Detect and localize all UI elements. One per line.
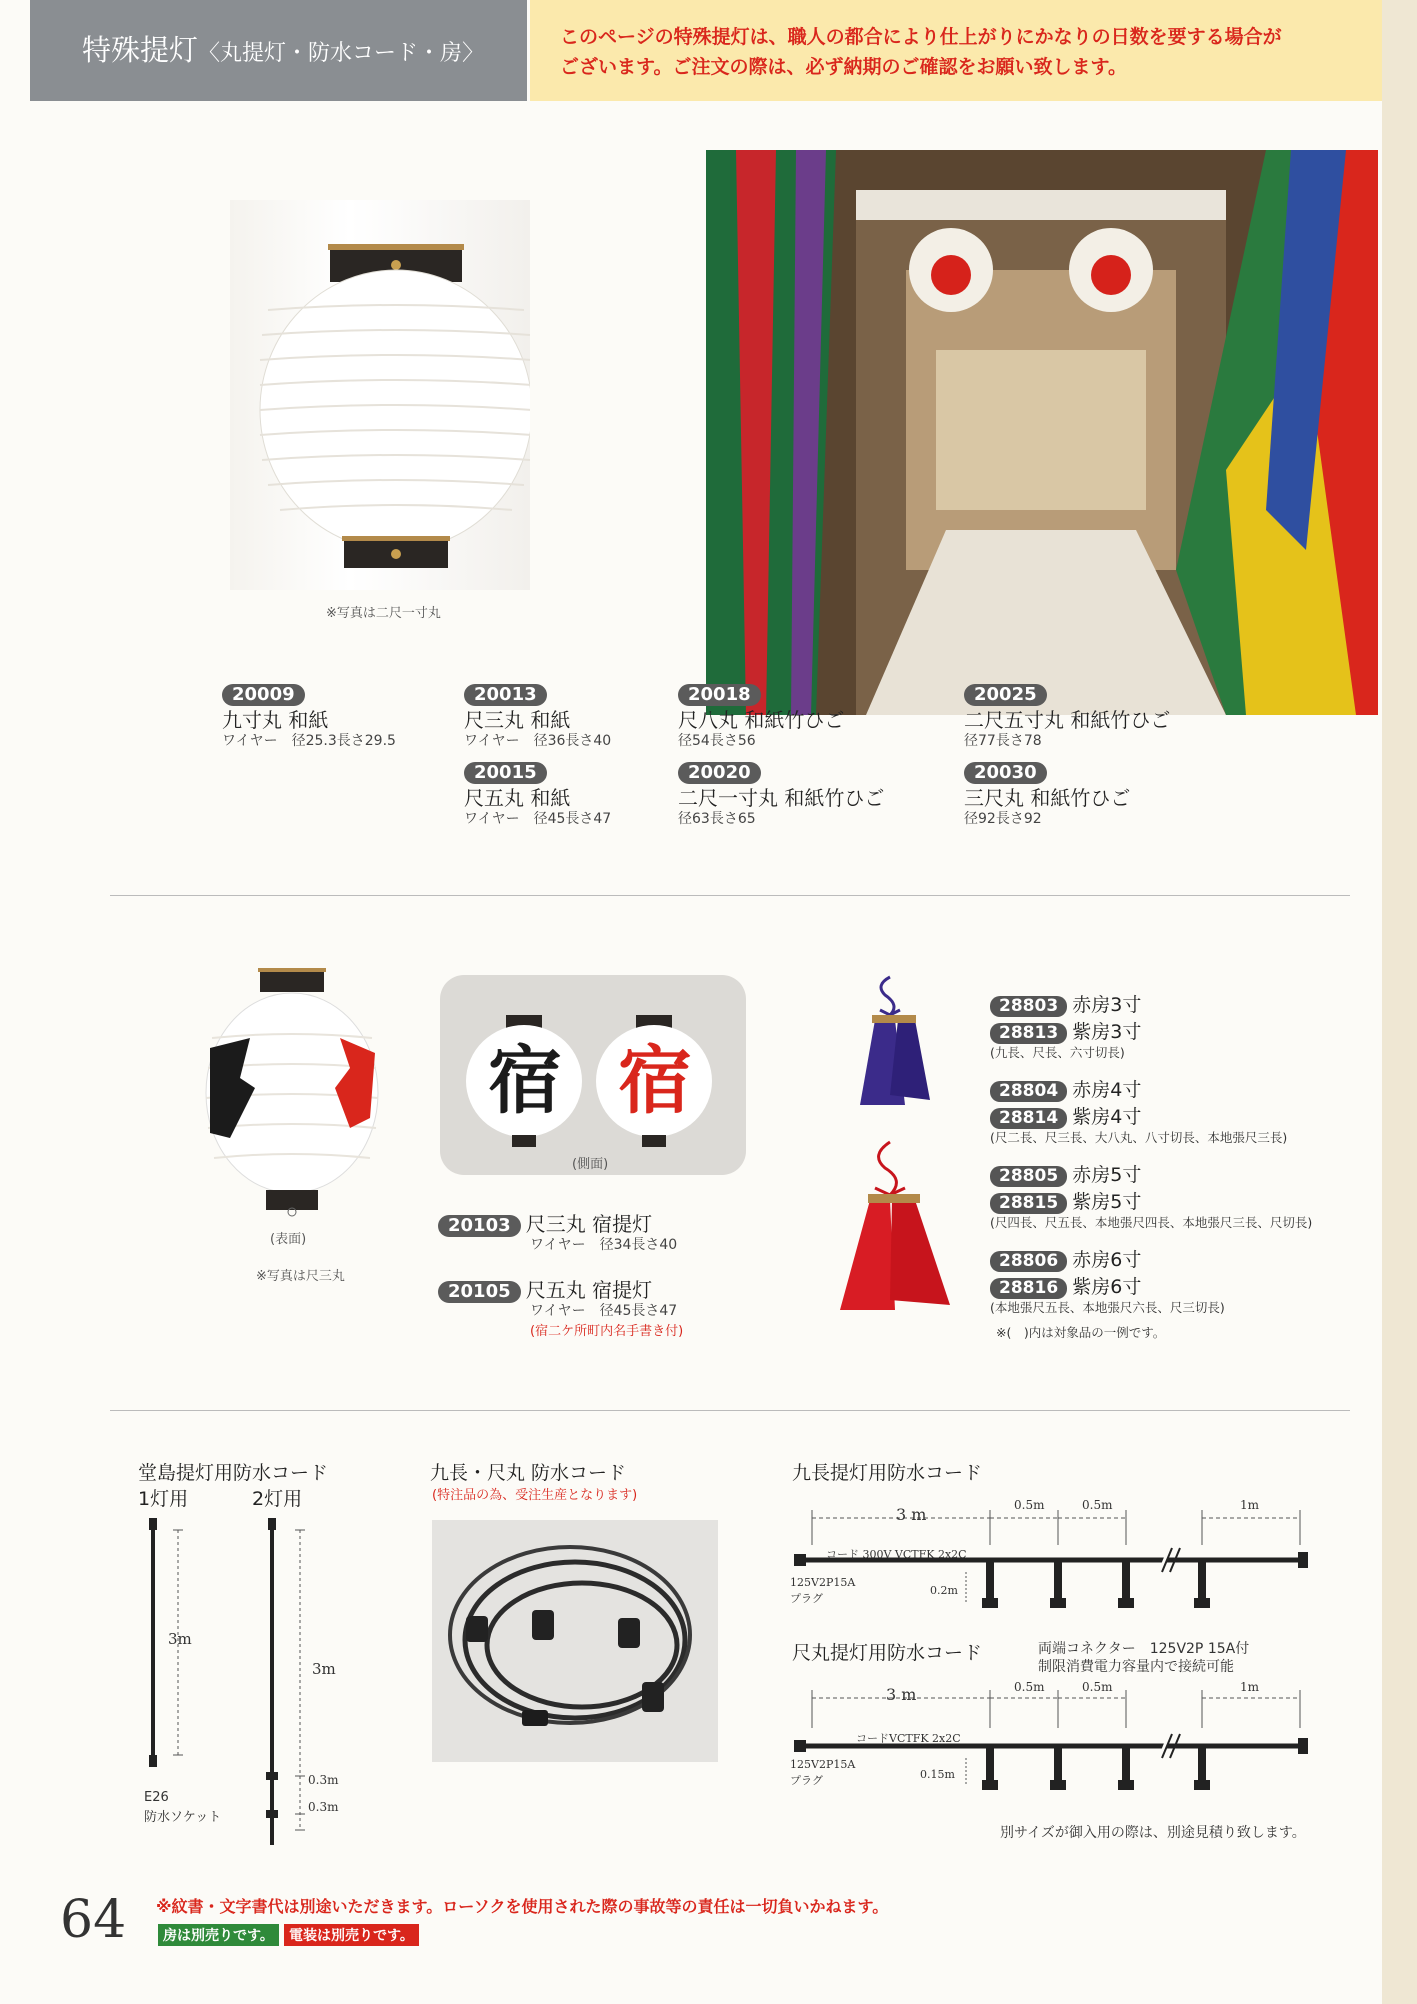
tassel-sold-separately-tag: 房は別売りです。 bbox=[158, 1924, 279, 1946]
product-name: 尺八丸 和紙竹ひご bbox=[678, 708, 845, 732]
purple-tassel-photo bbox=[820, 975, 950, 1105]
product-name: 二尺一寸丸 和紙竹ひご bbox=[678, 786, 885, 810]
product-20009 bbox=[222, 684, 396, 750]
yado-lantern-front-photo bbox=[200, 968, 380, 1218]
product-spec: ワイヤー 径36長さ40 bbox=[464, 733, 612, 749]
product-20103 bbox=[438, 1212, 677, 1254]
product-spec: ワイヤー 径45長さ47 bbox=[530, 1303, 678, 1319]
dojima-drop-1: 0.3m bbox=[308, 1773, 339, 1787]
product-20013 bbox=[464, 684, 611, 750]
tassel-name: 紫房3寸 bbox=[1072, 1021, 1142, 1043]
title-main: 特殊提灯 bbox=[82, 33, 199, 67]
shakumaru-drop: 0.15m bbox=[920, 1768, 955, 1781]
kyunaga-cord-spec: コード 300V VCTFK 2x2C bbox=[826, 1548, 967, 1561]
notice-line-2: ございます。ご注文の際は、必ず納期のご確認をお願い致します。 bbox=[560, 56, 1127, 78]
tassel-footnote: ※( )内は対象品の一例です。 bbox=[996, 1325, 1166, 1340]
product-spec: 径77長さ78 bbox=[964, 733, 1042, 749]
product-code-badge: 20103 bbox=[438, 1215, 521, 1237]
connector-note-1: 両端コネクター 125V2P 15A付 bbox=[1038, 1641, 1250, 1657]
kyu-cord-title: 九長・尺丸 防水コード bbox=[430, 1462, 627, 1484]
kyunaga-plug-2: プラグ bbox=[790, 1592, 823, 1605]
tassel-note: (本地張尺五長、本地張尺六長、尺三切長) bbox=[990, 1300, 1225, 1315]
product-code-badge: 20015 bbox=[464, 762, 547, 784]
product-code-badge: 20105 bbox=[438, 1281, 521, 1303]
tassel-note: (尺四長、尺五長、本地張尺四長、本地張尺三長、尺切長) bbox=[990, 1215, 1313, 1230]
product-spec: 径92長さ92 bbox=[964, 811, 1042, 827]
yado-lantern-side-photo bbox=[440, 975, 746, 1175]
one-light-label: 1灯用 bbox=[138, 1488, 189, 1510]
shakumaru-len-3m: 3 m bbox=[886, 1685, 917, 1704]
product-spec: ワイヤー 径45長さ47 bbox=[464, 811, 612, 827]
connector-note-2: 制限消費電力容量内で接続可能 bbox=[1038, 1659, 1234, 1675]
tassel-note: (尺二長、尺三長、大八丸、八寸切長、本地張尺三長) bbox=[990, 1130, 1288, 1145]
tassel-name: 赤房4寸 bbox=[1072, 1079, 1142, 1101]
two-light-label: 2灯用 bbox=[252, 1488, 303, 1510]
dojima-drop-2: 0.3m bbox=[308, 1800, 339, 1814]
tassel-code: 28814 bbox=[990, 1108, 1067, 1129]
shakumaru-cord-title: 尺丸提灯用防水コード bbox=[792, 1642, 983, 1664]
product-code-badge: 20013 bbox=[464, 684, 547, 706]
product-code-badge: 20018 bbox=[678, 684, 761, 706]
kyunaga-drop: 0.2m bbox=[930, 1584, 958, 1597]
product-name: 尺五丸 和紙 bbox=[464, 786, 571, 810]
side-label: (側面) bbox=[572, 1157, 609, 1172]
product-note: (宿二ケ所町内名手書き付) bbox=[530, 1324, 684, 1339]
footer-tags bbox=[158, 1924, 419, 1946]
kyunaga-len-05m-a: 0.5m bbox=[1014, 1498, 1045, 1512]
tassel-group-5sun bbox=[990, 1160, 1350, 1231]
page-number: 64 bbox=[60, 1890, 127, 1950]
tassel-code: 28803 bbox=[990, 996, 1067, 1017]
tassel-group-3sun bbox=[990, 990, 1350, 1061]
kanji-yado-red: 宿 bbox=[618, 1038, 692, 1124]
tassel-code: 28806 bbox=[990, 1251, 1067, 1272]
product-20015 bbox=[464, 762, 611, 828]
product-spec: ワイヤー 径34長さ40 bbox=[530, 1237, 678, 1253]
product-name: 尺三丸 和紙 bbox=[464, 708, 571, 732]
photo-caption-2: ※写真は尺三丸 bbox=[256, 1269, 345, 1284]
tassel-note: (九長、尺長、六寸切長) bbox=[990, 1045, 1125, 1060]
tassel-name: 赤房5寸 bbox=[1072, 1164, 1142, 1186]
dojima-cord-title: 堂島提灯用防水コード bbox=[138, 1462, 329, 1484]
cord-photo bbox=[432, 1520, 718, 1762]
tassel-code: 28804 bbox=[990, 1081, 1067, 1102]
kyunaga-len-05m-b: 0.5m bbox=[1082, 1498, 1113, 1512]
kyunaga-cord-title: 九長提灯用防水コード bbox=[792, 1462, 983, 1484]
kyunaga-plug-1: 125V2P15A bbox=[790, 1576, 856, 1589]
product-name: 九寸丸 和紙 bbox=[222, 708, 329, 732]
shakumaru-plug-1: 125V2P15A bbox=[790, 1758, 856, 1771]
tassel-list bbox=[990, 990, 1350, 1341]
tassel-name: 紫房6寸 bbox=[1072, 1276, 1142, 1298]
kyunaga-len-1m: 1m bbox=[1240, 1498, 1260, 1512]
red-tassel-photo bbox=[810, 1140, 960, 1310]
tassel-code: 28816 bbox=[990, 1278, 1067, 1299]
footer-note: ※紋書・文字書代は別途いただきます。ローソクを使用された際の事故等の責任は一切負いかねます。 bbox=[156, 1897, 889, 1916]
right-margin-strip bbox=[1382, 0, 1417, 2004]
tassel-code: 28813 bbox=[990, 1023, 1067, 1044]
shakumaru-len-05m-a: 0.5m bbox=[1014, 1680, 1045, 1694]
shakumaru-plug-2: プラグ bbox=[790, 1774, 823, 1787]
product-code-badge: 20009 bbox=[222, 684, 305, 706]
front-label: (表面) bbox=[270, 1232, 307, 1247]
tassel-name: 赤房6寸 bbox=[1072, 1249, 1142, 1271]
tassel-code: 28805 bbox=[990, 1166, 1067, 1187]
white-lantern-photo bbox=[230, 200, 530, 590]
delivery-notice bbox=[530, 0, 1382, 101]
title-sub: 〈丸提灯・防水コード・房〉 bbox=[198, 41, 485, 66]
product-spec: ワイヤー 径25.3長さ29.5 bbox=[222, 733, 396, 749]
product-name: 三尺丸 和紙竹ひご bbox=[964, 786, 1131, 810]
dojima-cord-diagram bbox=[140, 1510, 360, 1850]
electrical-sold-separately-tag: 電装は別売りです。 bbox=[284, 1924, 419, 1946]
section-divider bbox=[110, 895, 1350, 896]
product-spec: 径63長さ65 bbox=[678, 811, 756, 827]
kyu-cord-note: (特注品の為、受注生産となります) bbox=[432, 1488, 638, 1503]
product-20105 bbox=[438, 1278, 683, 1339]
tassel-name: 紫房4寸 bbox=[1072, 1106, 1142, 1128]
dojima-2-length: 3m bbox=[312, 1660, 336, 1678]
tassel-group-4sun bbox=[990, 1075, 1350, 1146]
product-20030 bbox=[964, 762, 1130, 828]
dojima-1-length: 3m bbox=[168, 1630, 192, 1648]
kyunaga-len-3m: 3 m bbox=[896, 1505, 927, 1524]
page-title bbox=[30, 0, 527, 101]
product-name: 尺五丸 宿提灯 bbox=[525, 1278, 653, 1302]
socket-label-2: 防水ソケット bbox=[144, 1810, 222, 1825]
socket-label-1: E26 bbox=[144, 1790, 169, 1805]
shakumaru-cord-spec: コードVCTFK 2x2C bbox=[856, 1732, 961, 1745]
product-20020 bbox=[678, 762, 884, 828]
product-20018 bbox=[678, 684, 844, 750]
product-20025 bbox=[964, 684, 1170, 750]
shakumaru-len-1m: 1m bbox=[1240, 1680, 1260, 1694]
shakumaru-len-05m-b: 0.5m bbox=[1082, 1680, 1113, 1694]
kanji-yado-black: 宿 bbox=[488, 1038, 562, 1124]
product-spec: 径54長さ56 bbox=[678, 733, 756, 749]
section-divider bbox=[110, 1410, 1350, 1411]
photo-caption-1: ※写真は二尺一寸丸 bbox=[326, 606, 441, 621]
product-code-badge: 20025 bbox=[964, 684, 1047, 706]
estimate-note: 別サイズが御入用の際は、別途見積り致します。 bbox=[1000, 1825, 1306, 1841]
tassel-group-6sun bbox=[990, 1245, 1350, 1316]
tassel-code: 28815 bbox=[990, 1193, 1067, 1214]
product-name: 尺三丸 宿提灯 bbox=[525, 1212, 653, 1236]
notice-line-1: このページの特殊提灯は、職人の都合により仕上がりにかなりの日数を要する場合が bbox=[560, 26, 1282, 48]
tassel-name: 紫房5寸 bbox=[1072, 1191, 1142, 1213]
product-code-badge: 20030 bbox=[964, 762, 1047, 784]
tassel-name: 赤房3寸 bbox=[1072, 994, 1142, 1016]
product-name: 二尺五寸丸 和紙竹ひご bbox=[964, 708, 1171, 732]
product-code-badge: 20020 bbox=[678, 762, 761, 784]
shrine-gate-photo bbox=[706, 150, 1378, 715]
